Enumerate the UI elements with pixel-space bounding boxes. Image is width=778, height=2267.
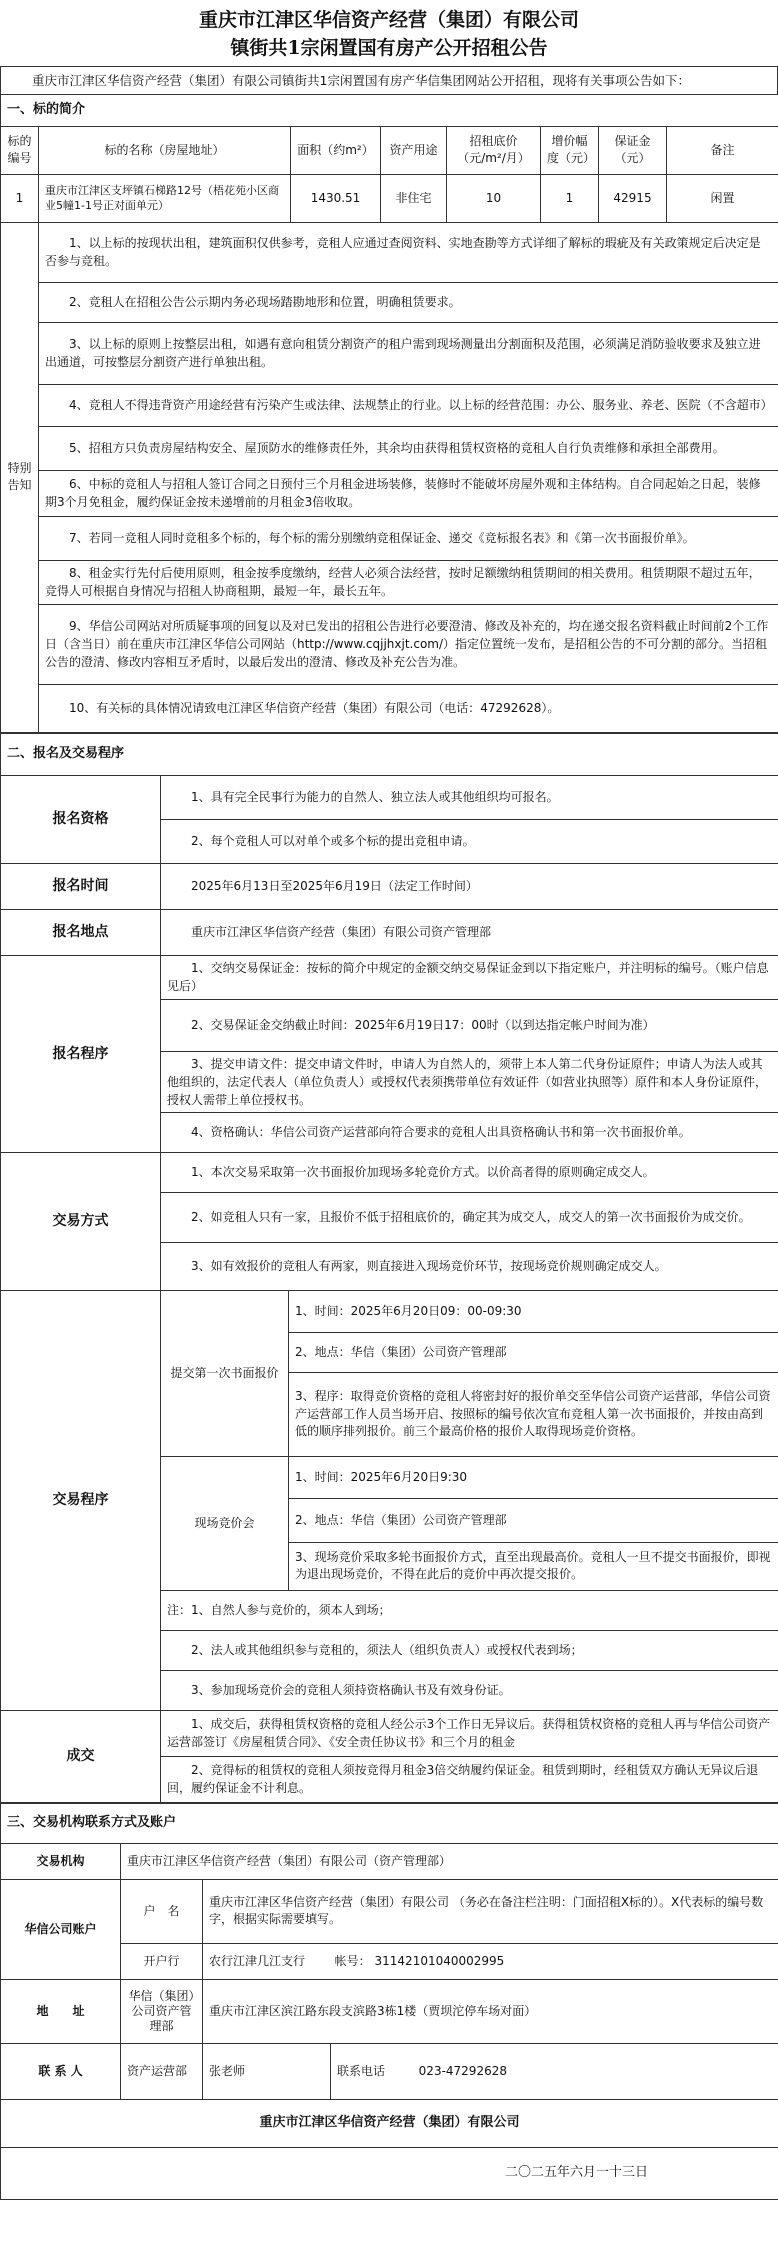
header-cell: 标的名称（房屋地址） xyxy=(39,126,291,174)
address-dept: 华信（集团）公司资产管理部 xyxy=(121,1979,203,2043)
lot-usage: 非住宅 xyxy=(381,174,447,222)
address: 重庆市江津区滨江路东段支滨路3栋1楼（贾坝沱停车场对面） xyxy=(203,1979,778,2043)
registration-procedure-label: 报名程序 xyxy=(1,955,161,1152)
trade-mode-item: 2、如竞租人只有一家，且报价不低于招租底价的，确定其为成交人，成交人的第一次书面报价为成交价。 xyxy=(161,1192,778,1242)
notice-item: 9、华信公司网站对所质疑事项的回复以及对已发出的招租公告进行必要澄清、修改及补充的，均在递交报名资料截止时间前2个工作日（含当日）前在重庆市江津区华信公司网站（http://www.cqjjhxjt.com/）指定位置统一发布，是招租公告的不可分割的部分。当招租公告的澄清、修改内容相互矛盾时，以最后发出的澄清、修改及补充公告为准。 xyxy=(39,604,778,684)
procedure-item: 1、交纳交易保证金：按标的简介中规定的金额交纳交易保证金到以下指定账户，并注明标的编号。（账户信息见后） xyxy=(161,955,778,999)
notice-item: 4、竞租人不得违背资产用途经营有污染产生或法律、法规禁止的行业。以上标的经营范围：办公、服务业、养老、医院（不含超市） xyxy=(39,384,778,426)
lot-number: 1 xyxy=(1,174,39,222)
qualification-item: 2、每个竞租人可以对单个或多个标的提出竞租申请。 xyxy=(161,819,778,863)
account-number: 31142101040002995 xyxy=(374,1953,505,1968)
deal-label: 成交 xyxy=(1,1710,161,1802)
header-cell: 面积（约m²） xyxy=(291,126,381,174)
lot-remark: 闲置 xyxy=(667,174,778,222)
section2-heading: 二、报名及交易程序 xyxy=(1,733,778,775)
account-label: 华信公司账户 xyxy=(1,1879,121,1979)
phone-label: 联系电话 xyxy=(337,2063,386,2078)
section1-table xyxy=(0,94,778,733)
lot-increment: 1 xyxy=(541,174,599,222)
header-cell: 资产用途 xyxy=(381,126,447,174)
title-line-2: 镇街共1宗闲置国有房产公开招租公告 xyxy=(230,37,548,59)
footer-company: 重庆市江津区华信资产经营（集团）有限公司 xyxy=(1,2099,778,2147)
trade-mode-label: 交易方式 xyxy=(1,1152,161,1290)
lot-area: 1430.51 xyxy=(291,174,381,222)
header-cell: 增价幅度（元） xyxy=(541,126,599,174)
deal-item: 1、成交后，获得租赁权资格的竞租人经公示3个工作日无异议后。获得租赁权资格的竞租人再与华信公司资产运营部签订《房屋租赁合同》、《安全责任协议书》和三个月的租金 xyxy=(161,1710,778,1756)
bank-label: 开户行 xyxy=(121,1943,203,1979)
account-number-label: 帐号： xyxy=(334,1953,371,1968)
header-cell: 标的编号 xyxy=(1,126,39,174)
bank-info xyxy=(203,1943,778,1979)
notice-item: 2、竞租人在招租公告公示期内务必现场踏勘地形和位置，明确租赁要求。 xyxy=(39,282,778,322)
lot-table-header xyxy=(1,126,778,174)
first-bid-item: 3、程序：取得竞价资格的竞租人将密封好的报价单交至华信公司资产运营部，华信公司资产运营部工作人员当场开启、按照标的编号依次宣布竞租人第一次书面报价，并按由高到低的顺序排列报价。前三个最高价格的报价人取得现场竞价资格。 xyxy=(289,1372,778,1456)
contact-name: 张老师 xyxy=(203,2043,331,2099)
section2-table xyxy=(0,733,778,1803)
notice-item: 8、租金实行先付后使用原则，租金按季度缴纳，经营人必须合法经营，按时足额缴纳租赁期间的相关费用。租赁期限不超过五年，竞得人可根据自身情况与招租人协商租期，最短一年，最长五年。 xyxy=(39,560,778,604)
title-line-1: 重庆市江津区华信资产经营（集团）有限公司 xyxy=(198,9,579,31)
procedure-item: 4、资格确认：华信公司资产运营部向符合要求的竞租人出具资格确认书和第一次书面报价单。 xyxy=(161,1112,778,1152)
lot-address: 重庆市江津区支坪镇石梯路12号（梧花苑小区商业5幢1-1号正对面单元） xyxy=(39,174,291,222)
section3-table xyxy=(0,1803,778,2200)
registration-time: 2025年6月13日至2025年6月19日（法定工作时间） xyxy=(161,863,778,909)
page-title xyxy=(0,0,778,62)
trade-mode-item: 1、本次交易采取第一次书面报价加现场多轮竞价方式。以价高者得的原则确定成交人。 xyxy=(161,1152,778,1192)
bank-name: 农行江津几江支行 xyxy=(209,1953,306,1968)
note-item: 2、法人或其他组织参与竞租的，须法人（组织负责人）或授权代表到场； xyxy=(161,1630,778,1670)
table-row xyxy=(1,174,778,222)
notice-item: 1、以上标的按现状出租，建筑面积仅供参考，竞租人应通过查阅资料、实地查勘等方式详细了解标的瑕疵及有关政策规定后决定是否参与竞租。 xyxy=(39,222,778,282)
section3-heading: 三、交易机构联系方式及账户 xyxy=(1,1803,778,1843)
special-notice-label: 特别告知 xyxy=(1,222,39,732)
contact-dept: 资产运营部 xyxy=(121,2043,203,2099)
phone-number: 023-47292628 xyxy=(418,2063,507,2078)
holder-label: 户 名 xyxy=(121,1879,203,1943)
first-bid-item: 2、地点：华信（集团）公司资产管理部 xyxy=(289,1332,778,1372)
first-bid-item: 1、时间：2025年6月20日09：00-09:30 xyxy=(289,1290,778,1332)
footer-date: 二〇二五年六月一十三日 xyxy=(1,2147,778,2199)
contact-label: 联 系 人 xyxy=(1,2043,121,2099)
registration-place: 重庆市江津区华信资产经营（集团）有限公司资产管理部 xyxy=(161,909,778,955)
contact-phone-cell xyxy=(331,2043,778,2099)
note-item: 注：1、自然人参与竞价的，须本人到场； xyxy=(161,1590,778,1630)
live-bid-label: 现场竞价会 xyxy=(161,1456,289,1590)
registration-time-label: 报名时间 xyxy=(1,863,161,909)
agency-name: 重庆市江津区华信资产经营（集团）有限公司（资产管理部） xyxy=(121,1843,778,1879)
account-holder: 重庆市江津区华信资产经营（集团）有限公司 （务必在备注栏注明：门面招租X标的）。X代表标的编号数字，根据实际需要填写。 xyxy=(203,1879,778,1943)
section1-heading: 一、标的简介 xyxy=(1,95,778,127)
trade-procedure-label: 交易程序 xyxy=(1,1290,161,1710)
agency-label: 交易机构 xyxy=(1,1843,121,1879)
lot-base-price: 10 xyxy=(447,174,541,222)
registration-place-label: 报名地点 xyxy=(1,909,161,955)
notice-item: 7、若同一竞租人同时竞租多个标的，每个标的需分别缴纳竞租保证金、递交《竞标报名表》和《第一次书面报价单》。 xyxy=(39,516,778,560)
qualification-item: 1、具有完全民事行为能力的自然人、独立法人或其他组织均可报名。 xyxy=(161,775,778,819)
procedure-item: 2、交易保证金交纳截止时间：2025年6月19日17：00时（以到达指定帐户时间为准） xyxy=(161,999,778,1051)
notice-item: 3、以上标的原则上按整层出租，如遇有意向租赁分割资产的租户需到现场测量出分割面积及范围，必须满足消防验收要求及独立进出通道，可按整层分割资产进行单独出租。 xyxy=(39,322,778,384)
address-label: 地 址 xyxy=(1,1979,121,2043)
procedure-item: 3、提交申请文件：提交申请文件时，申请人为自然人的，须带上本人第二代身份证原件；申请人为法人或其他组织的，法定代表人（单位负责人）或授权代表须携带单位有效证件（如营业执照等）原件和本人身份证原件，授权人需带上单位授权书。 xyxy=(161,1051,778,1112)
header-cell: 保证金（元） xyxy=(599,126,667,174)
notice-item: 5、招租方只负责房屋结构安全、屋顶防水的维修责任外，其余均由获得租赁权资格的竞租人自行负责维修和承担全部费用。 xyxy=(39,426,778,470)
notice-item: 6、中标的竞租人与招租人签订合同之日预付三个月租金进场装修，装修时不能破坏房屋外观和主体结构。自合同起始之日起，装修期3个月免租金，履约保证金按未递增前的月租金3倍收取。 xyxy=(39,470,778,516)
trade-mode-item: 3、如有效报价的竞租人有两家，则直接进入现场竞价环节，按现场竞价规则确定成交人。 xyxy=(161,1242,778,1290)
header-cell: 备注 xyxy=(667,126,778,174)
live-bid-item: 3、现场竞价采取多轮书面报价方式，直至出现最高价。竞租人一旦不提交书面报价，即视为退出现场竞价，不得在此后的竞价中再次提交报价。 xyxy=(289,1542,778,1590)
header-cell: 招租底价（元/m²/月） xyxy=(447,126,541,174)
intro-paragraph: 重庆市江津区华信资产经营（集团）有限公司镇街共1宗闲置国有房产华信集团网站公开招租，现将有关事项公告如下： xyxy=(0,66,778,94)
first-bid-label: 提交第一次书面报价 xyxy=(161,1290,289,1456)
notice-item: 10、有关标的具体情况请致电江津区华信资产经营（集团）有限公司（电话：47292628）。 xyxy=(39,684,778,732)
deal-item: 2、竞得标的租赁权的竞租人须按竞得月租金3倍交纳履约保证金。租赁到期时，经租赁双方确认无异议后退回，履约保证金不计利息。 xyxy=(161,1756,778,1802)
live-bid-item: 2、地点：华信（集团）公司资产管理部 xyxy=(289,1498,778,1542)
lot-deposit: 42915 xyxy=(599,174,667,222)
note-item: 3、参加现场竞价会的竞租人须持资格确认书及有效身份证。 xyxy=(161,1670,778,1710)
qualification-label: 报名资格 xyxy=(1,775,161,863)
live-bid-item: 1、时间：2025年6月20日9:30 xyxy=(289,1456,778,1498)
